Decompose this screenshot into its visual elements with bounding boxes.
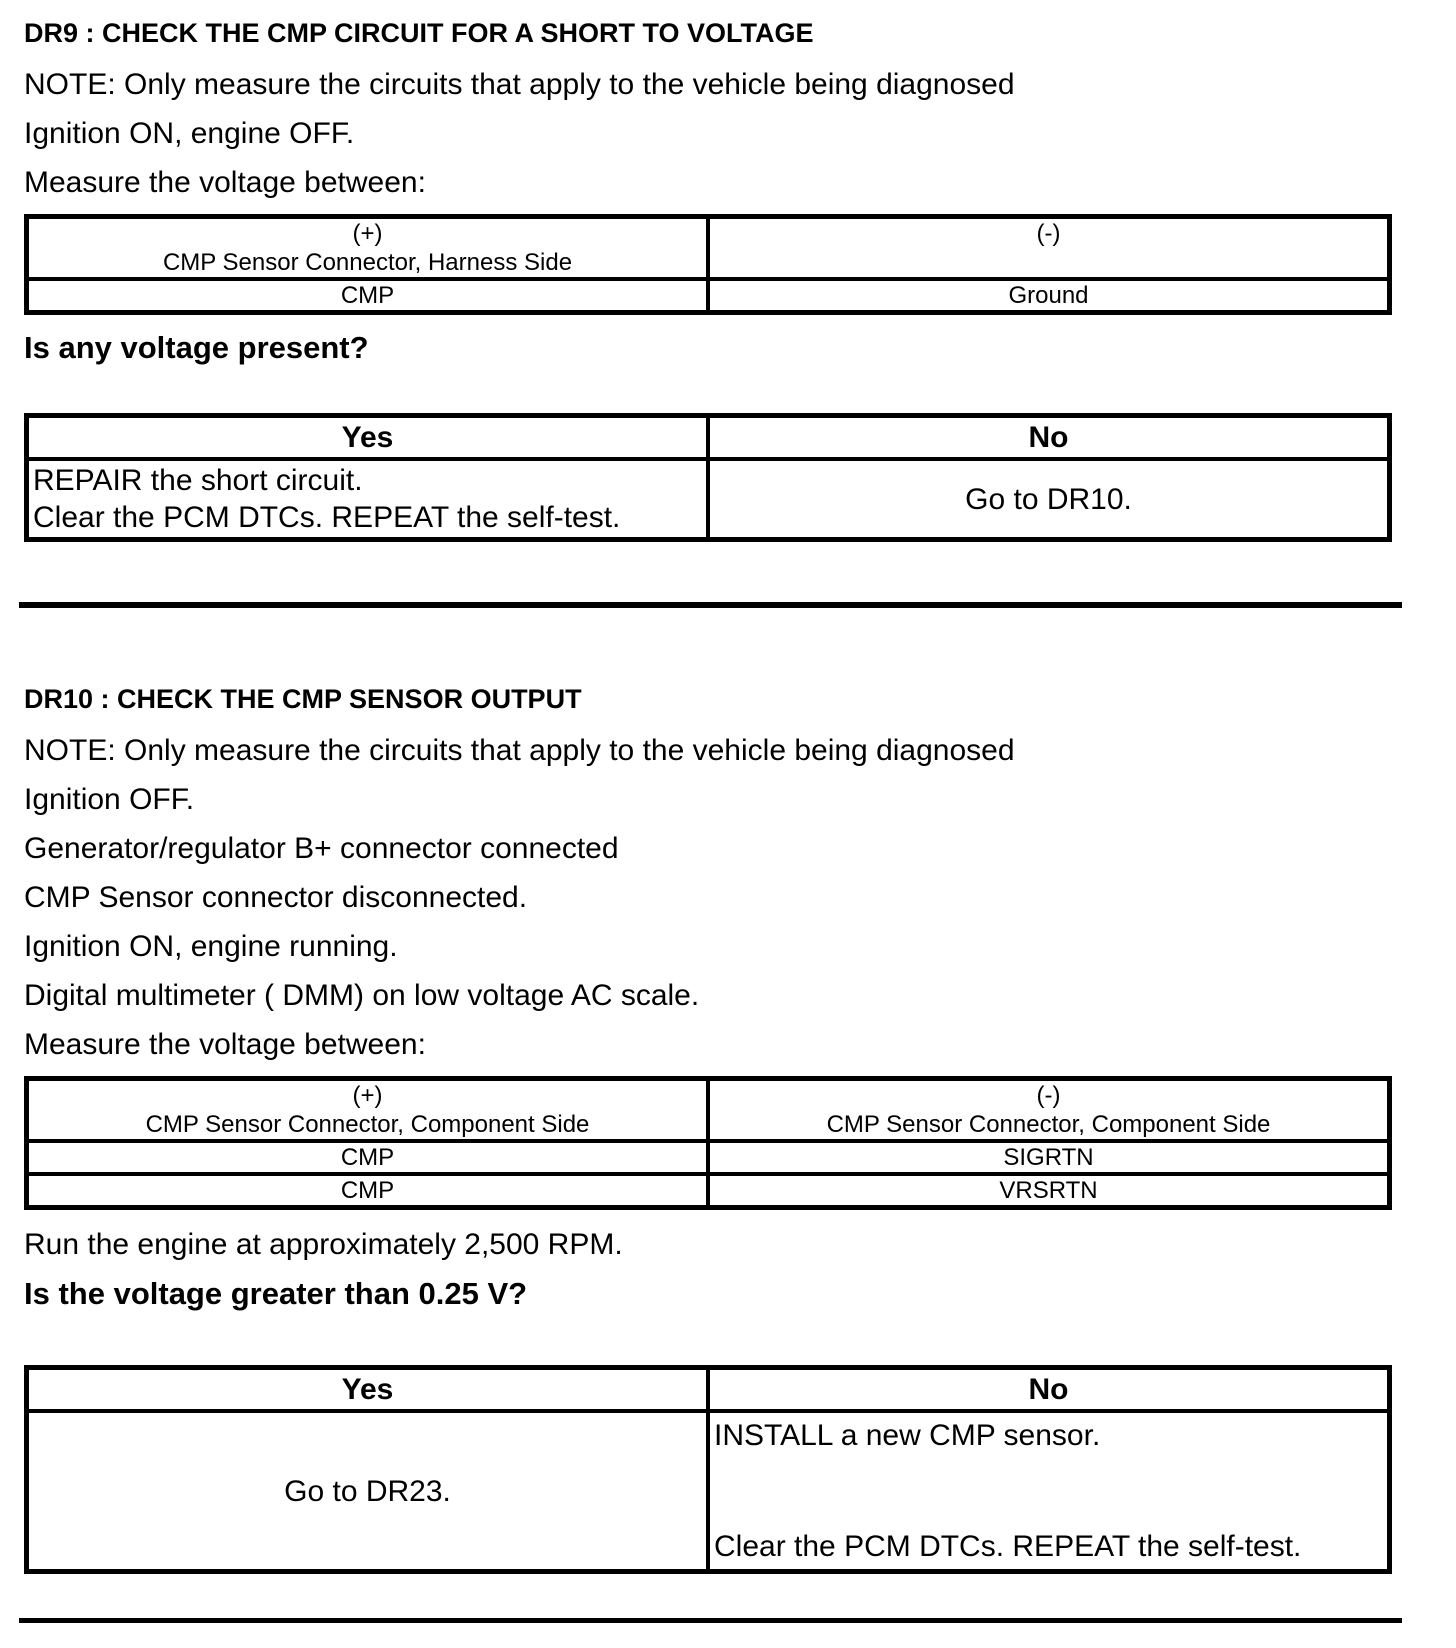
minus-sign-label: (-) — [1036, 1082, 1061, 1109]
plus-sub-label: CMP Sensor Connector, Component Side — [145, 1111, 590, 1138]
minus-sub-label — [714, 248, 1383, 277]
section-dr10 — [24, 682, 1392, 1574]
decision-header-row — [27, 416, 1389, 459]
yes-header-cell: Yes — [27, 416, 708, 459]
yes-header-cell: Yes — [27, 1368, 708, 1411]
measurement-row — [27, 1174, 1389, 1207]
yes-cell — [27, 459, 708, 539]
decision-content-row — [27, 459, 1389, 539]
decision-content-row — [27, 1411, 1389, 1571]
no-header-cell: No — [708, 416, 1389, 459]
cell-plus: CMP — [27, 279, 708, 312]
measurement-row — [27, 1141, 1389, 1174]
section-title: DR10 : CHECK THE CMP SENSOR OUTPUT — [24, 684, 582, 714]
plus-header-cell — [27, 217, 708, 279]
decision-line — [714, 1491, 1383, 1528]
decision-table — [24, 413, 1392, 542]
decision-line: INSTALL a new CMP sensor. — [714, 1419, 1101, 1452]
measurement-table — [24, 214, 1392, 315]
cell-plus: CMP — [27, 1141, 708, 1174]
cell-plus: CMP — [27, 1174, 708, 1207]
decision-line — [714, 1454, 1383, 1491]
cell-minus: Ground — [708, 279, 1389, 312]
decision-table — [24, 1365, 1392, 1574]
measurement-row — [27, 279, 1389, 312]
cell-minus: SIGRTN — [708, 1141, 1389, 1174]
step-line: Ignition ON, engine running. — [24, 930, 398, 963]
step-line: Run the engine at approximately 2,500 RPM. — [24, 1228, 623, 1261]
decision-line: Go to DR23. — [284, 1474, 451, 1508]
section-title: DR9 : CHECK THE CMP CIRCUIT FOR A SHORT TO VOLTAGE — [24, 18, 814, 48]
no-cell — [708, 459, 1389, 539]
plus-header-cell — [27, 1079, 708, 1141]
question: Is the voltage greater than 0.25 V? — [24, 1276, 528, 1311]
question: Is any voltage present? — [24, 330, 369, 365]
decision-line: REPAIR the short circuit. — [33, 464, 363, 497]
step-line: Ignition OFF. — [24, 783, 195, 816]
plus-sub-label: CMP Sensor Connector, Harness Side — [162, 249, 573, 276]
decision-line: Go to DR10. — [965, 482, 1132, 516]
step-line: Generator/regulator B+ connector connected — [24, 832, 619, 865]
no-cell — [708, 1411, 1389, 1571]
step-line: CMP Sensor connector disconnected. — [24, 881, 528, 914]
decision-line: Clear the PCM DTCs. REPEAT the self-test. — [714, 1530, 1302, 1563]
yes-cell — [27, 1411, 708, 1571]
section-divider — [19, 602, 1402, 608]
measure-label: Measure the voltage between: — [24, 1028, 426, 1061]
measurement-header-row — [27, 1079, 1389, 1141]
section-dr9 — [24, 16, 1392, 542]
no-header-cell: No — [708, 1368, 1389, 1411]
decision-header-row — [27, 1368, 1389, 1411]
measurement-table — [24, 1076, 1392, 1210]
cell-minus: VRSRTN — [708, 1174, 1389, 1207]
note-line: NOTE: Only measure the circuits that apply to the vehicle being diagnosed — [24, 68, 1015, 101]
minus-header-cell — [708, 1079, 1389, 1141]
plus-sign-label: (+) — [352, 1082, 383, 1109]
measurement-header-row — [27, 217, 1389, 279]
measure-label: Measure the voltage between: — [24, 166, 426, 199]
section-divider — [19, 1618, 1402, 1623]
minus-sub-label: CMP Sensor Connector, Component Side — [826, 1111, 1271, 1138]
plus-sign-label: (+) — [352, 220, 383, 247]
minus-sign-label: (-) — [1036, 220, 1061, 247]
note-line: NOTE: Only measure the circuits that apply to the vehicle being diagnosed — [24, 734, 1015, 767]
minus-header-cell — [708, 217, 1389, 279]
step-line: Ignition ON, engine OFF. — [24, 117, 355, 150]
step-line: Digital multimeter ( DMM) on low voltage AC scale. — [24, 979, 700, 1012]
decision-line: Clear the PCM DTCs. REPEAT the self-test. — [33, 501, 621, 534]
